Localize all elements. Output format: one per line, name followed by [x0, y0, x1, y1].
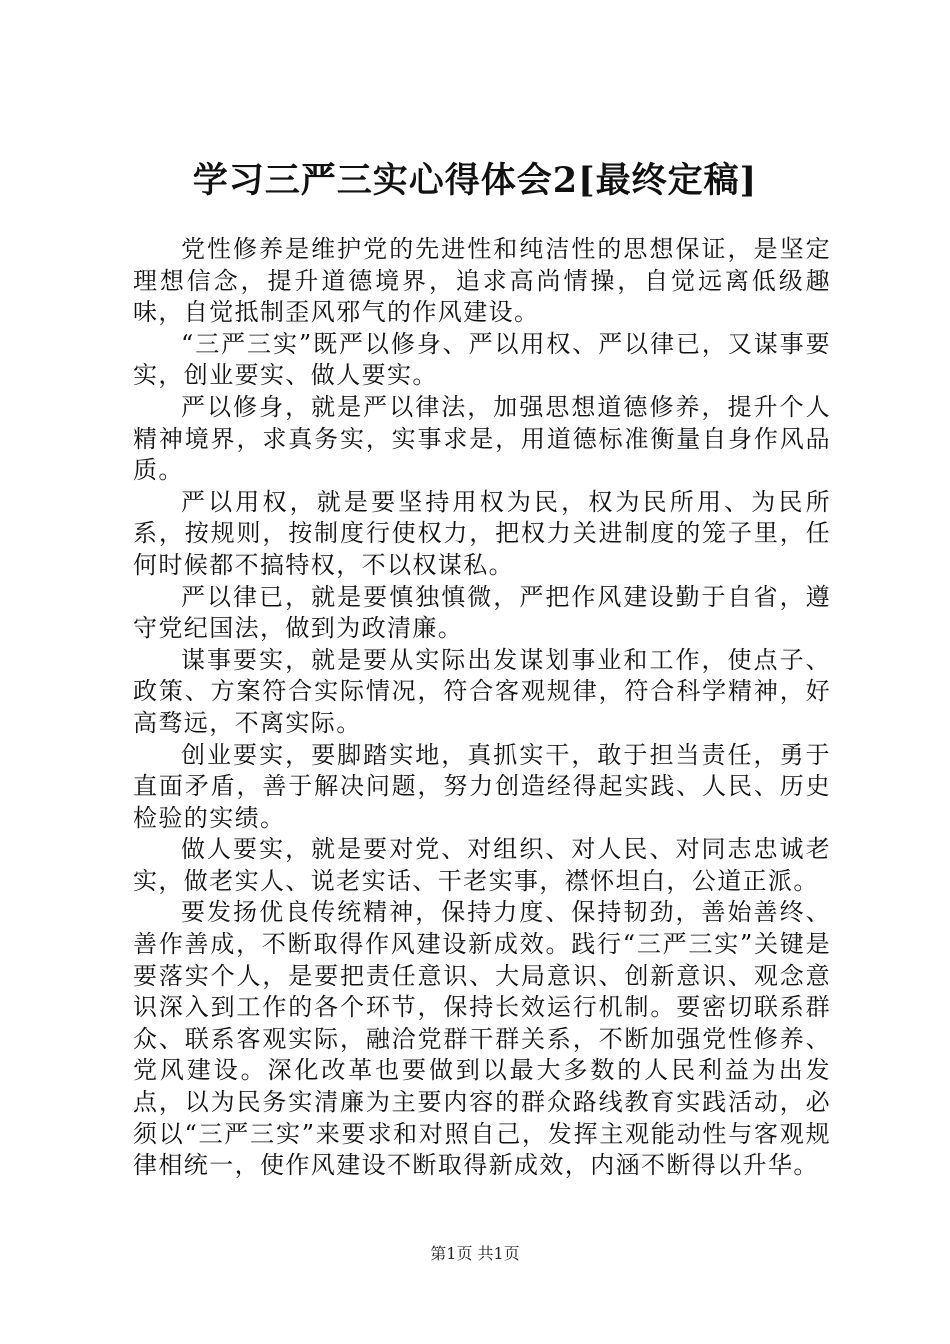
page-footer: 第1页 共1页 [430, 1244, 520, 1263]
document-title: 学习三严三实心得体会2[最终定稿] [192, 160, 758, 201]
paragraph-3: 严以修身，就是严以律法，加强思想道德修养，提升个人精神境界，求真务实，实事求是，用道德标准衡量自身作风品质。 [133, 392, 831, 485]
paragraph-4: 严以用权，就是要坚持用权为民，权为民所用、为民所系，按规则，按制度行使权力，把权力关进制度的笼子里，任何时候都不搞特权，不以权谋私。 [133, 487, 831, 579]
paragraph-2: “三严三实”既严以修身、严以用权、严以律已，又谋事要实，创业要实、做人要实。 [133, 329, 831, 390]
document-body [133, 234, 831, 1182]
paragraph-9: 要发扬优良传统精神，保持力度、保持韧劲，善始善终、善作善成，不断取得作风建设新成效。践行“三严三实”关键是要落实个人，是要把责任意识、大局意识、创新意识、观念意识深入到工作的各个环节，保持长效运行机制。要密切联系群众、联系客观实际，融洽党群干群关系，不断加强党性修养、党风建设。深化改革也要做到以最大多数的人民利益为出发点，以为民务实清廉为主要内容的群众路线教育实践活动，必须以“三严三实”来要求和对照自己，发挥主观能动性与客观规律相统一，使作风建设不断取得新成效，内涵不断得以升华。 [133, 898, 831, 1180]
paragraph-6: 谋事要实，就是要从实际出发谋划事业和工作，使点子、政策、方案符合实际情况，符合客观规律，符合科学精神，好高骛远，不离实际。 [133, 645, 831, 737]
paragraph-1: 党性修养是维护党的先进性和纯洁性的思想保证，是坚定理想信念，提升道德境界，追求高尚情操，自觉远离低级趣味，自觉抵制歪风邪气的作风建设。 [133, 235, 831, 327]
paragraph-5: 严以律已，就是要慎独慎微，严把作风建设勤于自省，遵守党纪国法，做到为政清廉。 [133, 582, 831, 643]
paragraph-7: 创业要实，要脚踏实地，真抓实干，敢于担当责任，勇于直面矛盾，善于解决问题，努力创造经得起实践、人民、历史检验的实绩。 [133, 740, 831, 832]
paragraph-8: 做人要实，就是要对党、对组织、对人民、对同志忠诚老实，做老实人、说老实话、干老实事，襟怀坦白，公道正派。 [133, 835, 831, 895]
